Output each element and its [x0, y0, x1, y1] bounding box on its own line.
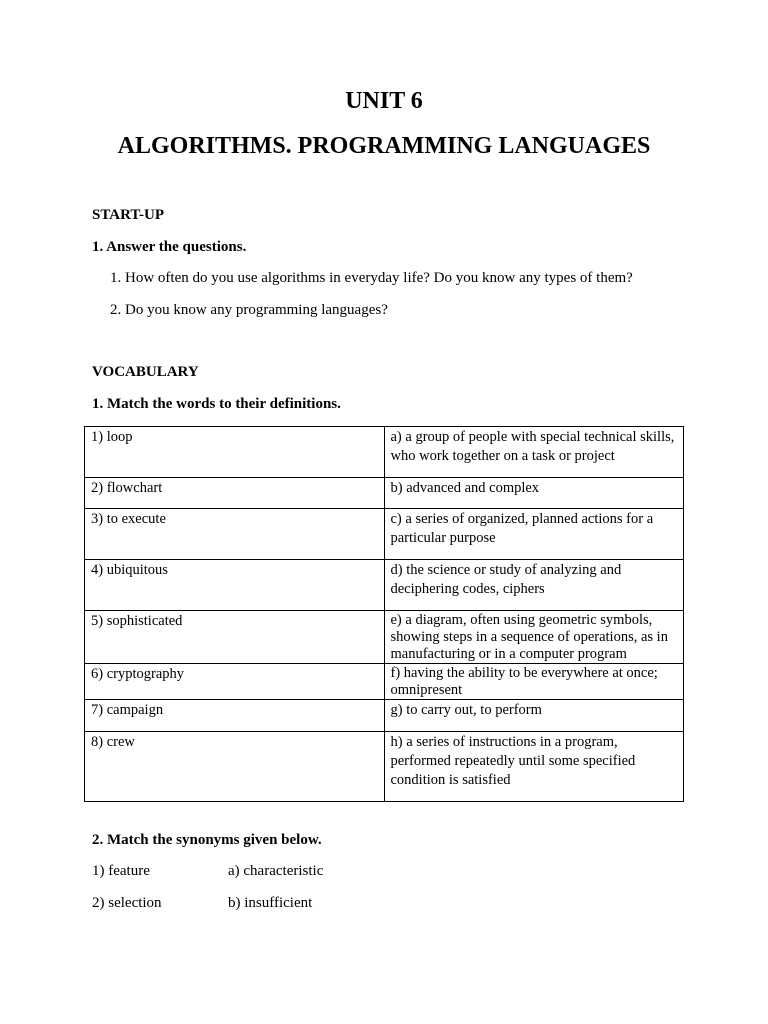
startup-question-1: 1. How often do you use algorithms in everyday life? Do you know any types of them? [110, 270, 633, 286]
vocab-definition: e) a diagram, often using geometric symbols, showing steps in a sequence of operations, as in manufacturing or in a computer program [384, 611, 684, 664]
vocab-word: 1) loop [85, 427, 385, 478]
table-row [85, 611, 684, 664]
table-row [85, 664, 684, 700]
table-row [85, 732, 684, 802]
startup-heading: START-UP [92, 207, 164, 223]
synonyms-task: 2. Match the synonyms given below. [92, 832, 322, 848]
vocab-word: 7) campaign [85, 700, 385, 732]
vocab-definition: a) a group of people with special technical skills, who work together on a task or project [384, 427, 684, 478]
vocab-word: 3) to execute [85, 509, 385, 560]
vocab-definition: f) having the ability to be everywhere at once; omnipresent [384, 664, 684, 700]
vocab-definition: h) a series of instructions in a program, performed repeatedly until some specified condition is satisfied [384, 732, 684, 802]
vocabulary-table [84, 426, 684, 802]
startup-task: 1. Answer the questions. [92, 239, 247, 255]
vocabulary-task: 1. Match the words to their definitions. [92, 396, 341, 412]
table-row [85, 560, 684, 611]
vocab-word: 5) sophisticated [85, 611, 385, 664]
startup-question-2: 2. Do you know any programming languages? [110, 302, 388, 318]
vocab-definition: d) the science or study of analyzing and deciphering codes, ciphers [384, 560, 684, 611]
main-title: ALGORITHMS. PROGRAMMING LANGUAGES [117, 133, 651, 159]
vocab-word: 6) cryptography [85, 664, 385, 700]
table-row [85, 700, 684, 732]
vocab-word: 2) flowchart [85, 478, 385, 509]
vocab-definition: c) a series of organized, planned actions for a particular purpose [384, 509, 684, 560]
vocab-word: 8) crew [85, 732, 385, 802]
unit-title: UNIT 6 [345, 88, 423, 114]
table-row [85, 427, 684, 478]
vocab-word: 4) ubiquitous [85, 560, 385, 611]
synonym-word: 2) selection [92, 895, 162, 911]
synonym-match: b) insufficient [228, 895, 313, 911]
synonym-row [92, 894, 492, 912]
vocab-definition: b) advanced and complex [384, 478, 684, 509]
table-row [85, 509, 684, 560]
vocab-definition: g) to carry out, to perform [384, 700, 684, 732]
table-row [85, 478, 684, 509]
vocabulary-heading: VOCABULARY [92, 364, 199, 380]
synonym-row [92, 862, 492, 880]
synonym-word: 1) feature [92, 863, 150, 879]
synonym-match: a) characteristic [228, 863, 324, 879]
